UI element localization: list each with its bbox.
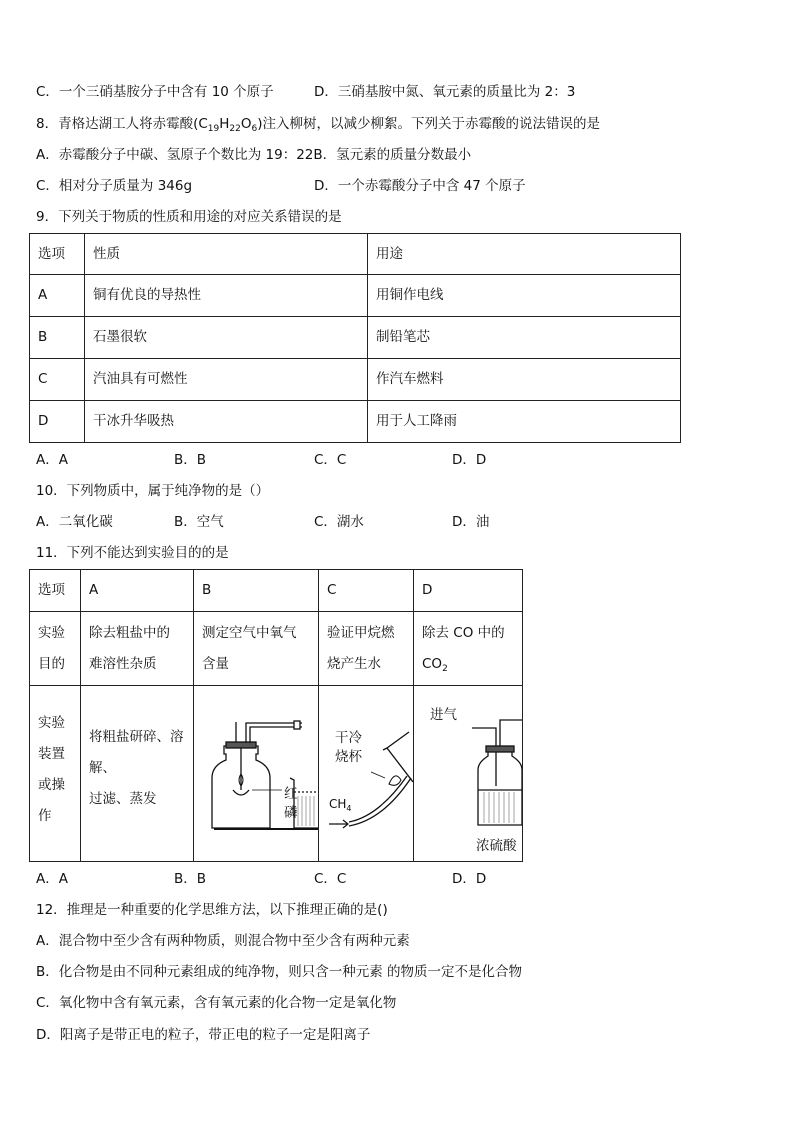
q11-apparatus-d — [414, 686, 523, 862]
methane-label: $CH_4$ — [329, 797, 352, 813]
q8-option-c: C．相对分子质量为 346g — [36, 178, 193, 194]
q10-option-d: D．油 — [452, 514, 490, 530]
q12-stem: 12．推理是一种重要的化学思维方法，以下推理正确的是() — [36, 902, 388, 918]
red-phosphorus-label-2: 磷 — [284, 805, 298, 821]
q12-option-a: A．混合物中至少含有两种物质，则混合物中至少含有两种元素 — [36, 933, 410, 949]
methane-burning-figure — [319, 686, 413, 860]
q9-table — [29, 233, 681, 443]
q11-purpose-a: 除去粗盐中的 难溶性杂质 — [81, 612, 194, 686]
sulfuric-acid-wash-bottle-figure — [414, 686, 522, 860]
q11-header-option: 选项 — [30, 570, 81, 612]
dry-cold-label: 干冷 — [335, 730, 362, 746]
q11-table — [29, 569, 523, 862]
q9-option-a: A．A — [36, 452, 68, 468]
q8-option-d: D．一个赤霉酸分子中含 47 个原子 — [314, 178, 526, 194]
q7-option-c: C．一个三硝基胺分子中含有 10 个原子 — [36, 84, 274, 100]
q10-option-a: A．二氧化碳 — [36, 514, 113, 530]
q11-purpose-c: 验证甲烷燃 烧产生水 — [319, 612, 414, 686]
q9-header-property: 性质 — [85, 234, 368, 275]
table-row: B 石墨很软 制铅笔芯 — [30, 317, 681, 359]
beaker-label: 烧杯 — [335, 749, 362, 765]
q11-option-d: D．D — [452, 871, 487, 887]
q11-option-c: C．C — [314, 871, 347, 887]
q9-header-option: 选项 — [30, 234, 85, 275]
q8-stem: 8．青格达湖工人将赤霉酸$(C_{19}H_{22}O_6)$注入柳树，以减少柳絮。下列关于赤霉酸的说法错误的是 — [36, 116, 601, 134]
q9-stem: 9．下列关于物质的性质和用途的对应关系错误的是 — [36, 209, 342, 225]
q11-header-row: 选项 A B C D — [30, 570, 523, 612]
q11-apparatus-row — [30, 686, 523, 862]
gas-in-label: 进气 — [430, 707, 457, 723]
q9-option-d: D．D — [452, 452, 487, 468]
q10-option-b: B．空气 — [174, 514, 224, 530]
q9-option-b: B．B — [174, 452, 207, 468]
red-phosphorus-oxygen-apparatus-figure — [194, 686, 318, 860]
q11-purpose-d: 除去 CO 中的 $CO_2$ — [414, 612, 523, 686]
table-row: A 铜有优良的导热性 用铜作电线 — [30, 275, 681, 317]
q9-header-use: 用途 — [368, 234, 681, 275]
q11-option-a: A．A — [36, 871, 68, 887]
q12-option-c: C．氧化物中含有氧元素，含有氧元素的化合物一定是氧化物 — [36, 995, 397, 1011]
table-row: D 干冰升华吸热 用于人工降雨 — [30, 401, 681, 443]
q11-apparatus-label: 实验 装置 或操 作 — [30, 686, 81, 862]
q12-option-b: B．化合物是由不同种元素组成的纯净物，则只含一种元素 的物质一定不是化合物 — [36, 964, 523, 980]
q11-stem: 11．下列不能达到实验目的的是 — [36, 545, 229, 561]
conc-sulfuric-acid-label: 浓硫酸 — [476, 838, 517, 854]
q7-option-d: D．三硝基胺中氮、氧元素的质量比为 2：3 — [314, 84, 576, 100]
q11-apparatus-b — [194, 686, 319, 862]
table-row: C 汽油具有可燃性 作汽车燃料 — [30, 359, 681, 401]
q9-option-c: C．C — [314, 452, 347, 468]
q9-header-row — [30, 234, 681, 275]
q12-option-d: D．阳离子是带正电的粒子，带正电的粒子一定是阳离子 — [36, 1027, 371, 1043]
q10-stem: 10．下列物质中，属于纯净物的是（） — [36, 483, 270, 499]
q11-apparatus-c — [319, 686, 414, 862]
q11-purpose-row — [30, 612, 523, 686]
q8-option-ab: A．赤霉酸分子中碳、氢原子个数比为 19：22B．氢元素的质量分数最小 — [36, 147, 472, 163]
q10-option-c: C．湖水 — [314, 514, 364, 530]
red-phosphorus-label: 红 — [284, 786, 298, 802]
q11-apparatus-a: 将粗盐研碎、溶 解、 过滤、蒸发 — [81, 686, 194, 862]
q11-purpose-label: 实验 目的 — [30, 612, 81, 686]
q11-option-b: B．B — [174, 871, 207, 887]
q11-purpose-b: 测定空气中氧气 含量 — [194, 612, 319, 686]
